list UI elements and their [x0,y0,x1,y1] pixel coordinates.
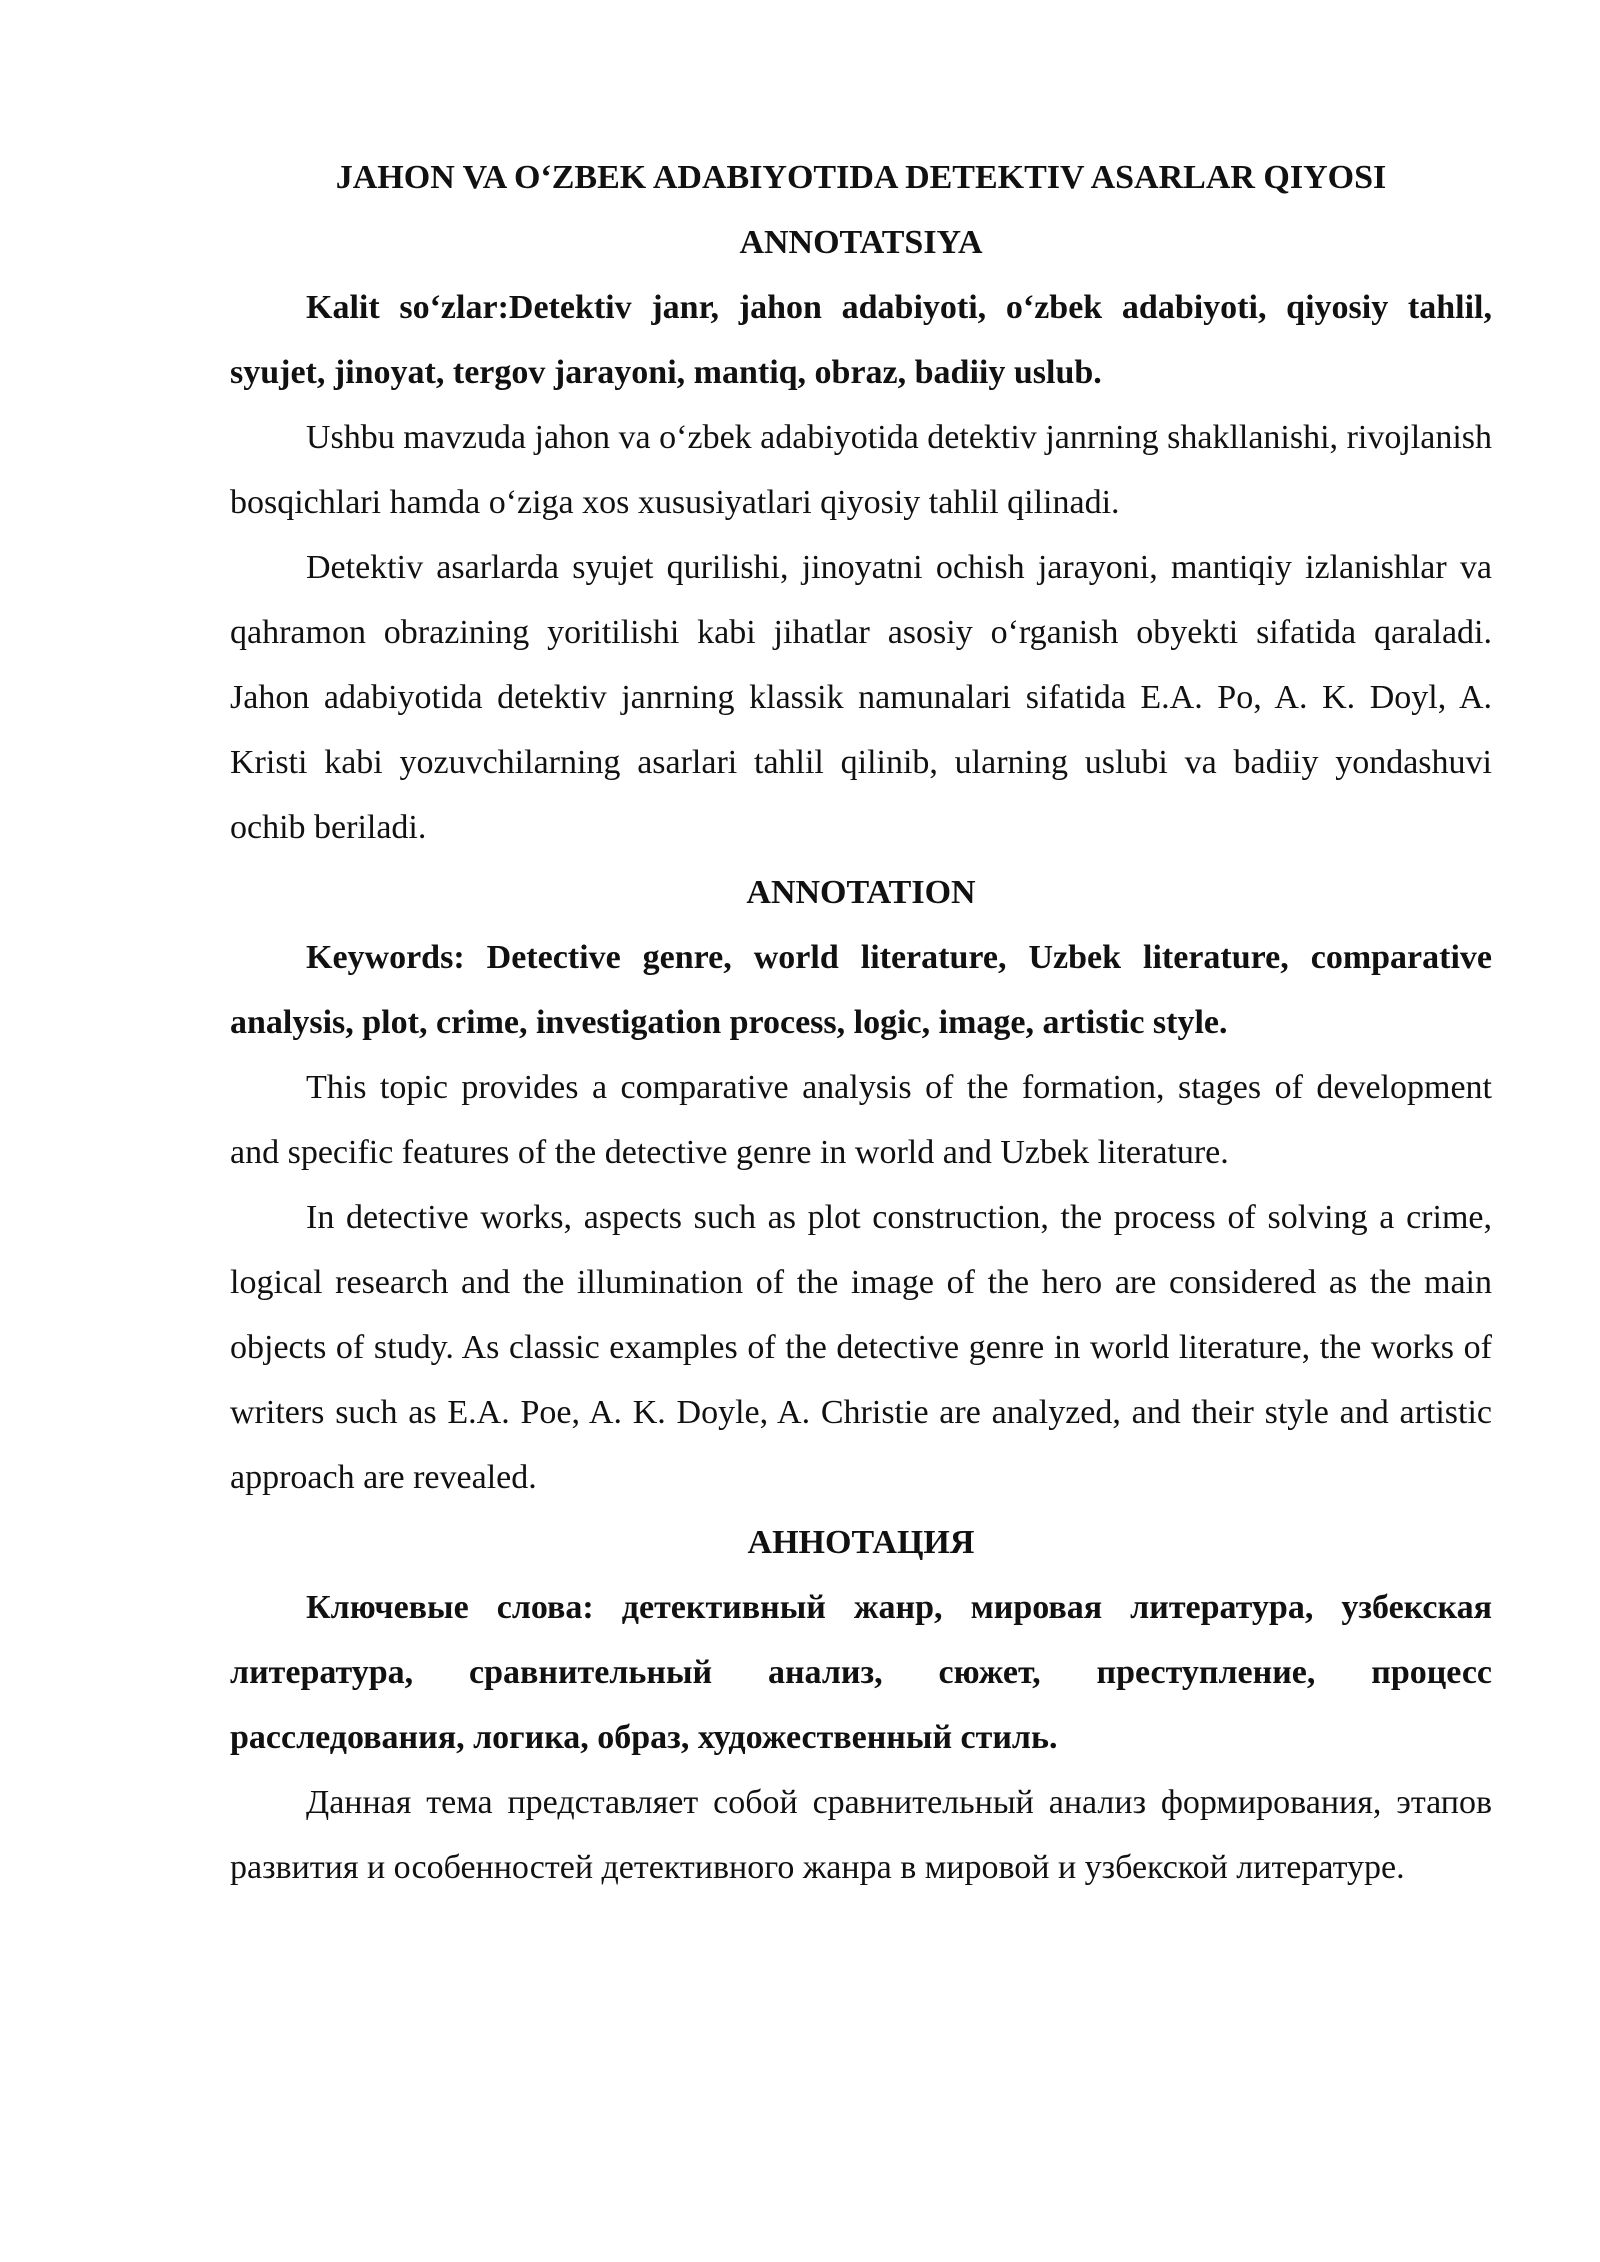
uz-paragraph-2: Detektiv asarlarda syujet qurilishi, jinoyatni ochish jarayoni, mantiqiy izlanishlar va qahramon obrazining yoritilishi kabi jihatlar asosiy o‘rganish obyekti sifatida qaraladi. Jahon adabiyotida detektiv janrning klassik namunalari sifatida E.A. Po, A. K. Doyl, A. Kristi kabi yozuvchilarning asarlari tahlil qilinib, ularning uslubi va badiiy yondashuvi ochib beriladi. [230,549,1492,846]
ru-keywords: Ключевые слова: детективный жанр, мировая литература, узбекская литература, сравнительный анализ, сюжет, преступление, процесс расследования, логика, образ, художественный стиль. [230,1589,1492,1756]
en-keywords: Keywords: Detective genre, world literature, Uzbek literature, comparative analysis, plot, crime, investigation process, logic, image, artistic style. [230,939,1492,1041]
en-paragraph-1: This topic provides a comparative analysis of the formation, stages of development and specific features of the detective genre in world and Uzbek literature. [230,1069,1492,1171]
en-annotation-heading: ANNOTATION [746,874,976,911]
uz-annotation-heading: ANNOTATSIYA [739,224,983,261]
uz-keywords: Kalit so‘zlar:Detektiv janr, jahon adabiyoti, o‘zbek adabiyoti, qiyosiy tahlil, syujet, jinoyat, tergov jarayoni, mantiq, obraz, badiiy uslub. [230,289,1492,391]
document-title: JAHON VA O‘ZBEK ADABIYOTIDA DETEKTIV ASARLAR QIYOSI [335,159,1387,196]
ru-paragraph-1: Данная тема представляет собой сравнительный анализ формирования, этапов развития и особенностей детективного жанра в мировой и узбекской литературе. [230,1784,1492,1886]
ru-annotation-heading: АННОТАЦИЯ [747,1524,975,1561]
uz-paragraph-1: Ushbu mavzuda jahon va o‘zbek adabiyotida detektiv janrning shakllanishi, rivojlanish bosqichlari hamda o‘ziga xos xususiyatlari qiyosiy tahlil qilinadi. [230,419,1492,521]
en-paragraph-2: In detective works, aspects such as plot construction, the process of solving a crime, logical research and the illumination of the image of the hero are considered as the main objects of study. As classic examples of the detective genre in world literature, the works of writers such as E.A. Poe, A. K. Doyle, A. Christie are analyzed, and their style and artistic approach are revealed. [230,1199,1492,1496]
document-body [230,145,1492,1900]
